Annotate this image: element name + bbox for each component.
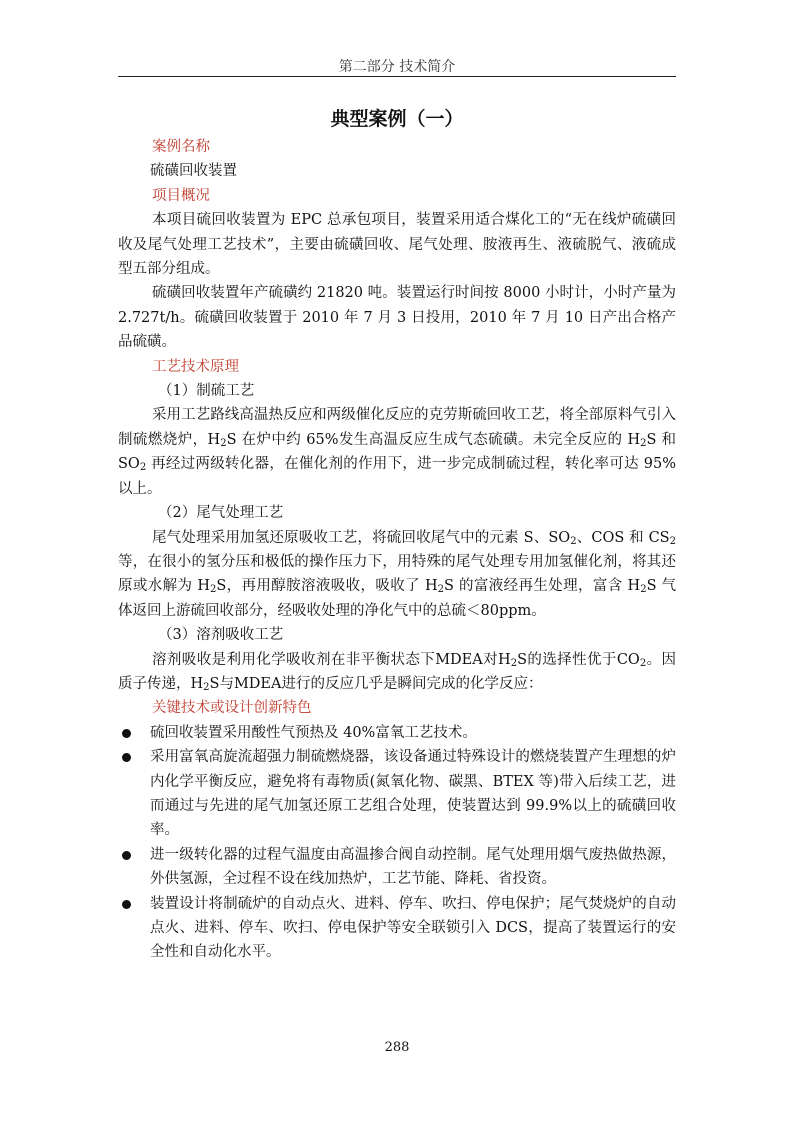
overview-paragraph-1: 本项目硫回收装置为 EPC 总承包项目，装置采用适合煤化工的“无在线炉硫磺回收及尾气处理工艺技术”，主要由硫磺回收、尾气处理、胺液再生、液硫脱气、液硫成型五部分组成。 [118,212,676,278]
page-title: 典型案例（一） [330,108,464,130]
list-item: 硫回收装置采用酸性气预热及 40%富氧工艺技术。 [118,721,676,745]
list-item: 装置设计将制硫炉的自动点火、进料、停车、吹扫、停电保护；尾气焚烧炉的自动点火、进料、停车、吹扫、停电保护等安全联锁引入 DCS，提高了装置运行的安全性和自动化水平。 [118,892,676,965]
subsection-3-title: （3）溶剂吸收工艺 [158,627,284,644]
header-rule [118,76,676,77]
bullet-icon [122,900,131,909]
list-item: 采用富氧高旋流超强力制硫燃烧器，该设备通过特殊设计的燃烧装置产生理想的炉内化学平衡反应，避免将有毒物质(氮氧化物、碳黑、BTEX 等)带入后续工艺，进而通过与先进的尾气加氢还原工艺组合处理，使装置达到 99.9%以上的硫磺回收率。 [118,745,676,843]
document-body [118,135,676,965]
list-item: 进一级转化器的过程气温度由高温掺合阀自动控制。尾气处理用烟气废热做热源，外供氢源，全过程不设在线加热炉，工艺节能、降耗、省投资。 [118,843,676,892]
running-header: 第二部分 技术简介 [338,59,456,75]
subsection-3-text: 溶剂吸收是利用化学吸收剂在非平衡状态下MDEA对$H_2S$的选择性优于$CO_2$。因质子传递，$H_2S$与MDEA进行的反应几乎是瞬间完成的化学反应： [118,651,677,693]
subsection-2-title: （2）尾气处理工艺 [158,505,284,522]
bullet-icon [122,753,131,762]
features-list [118,721,676,965]
case-name-heading: 案例名称 [152,139,210,155]
overview-heading: 项目概况 [152,187,210,204]
subsection-1-title: （1）制硫工艺 [158,383,255,400]
overview-paragraph-2: 硫磺回收装置年产硫磺约 21820 吨。装置运行时间按 8000 小时计，小时产量为 2.727t/h。硫磺回收装置于 2010 年 7 月 3 日投用，2010 年 7 月 10 日产出合格产品硫磺。 [118,285,676,351]
features-heading: 关键技术或设计创新特色 [152,700,312,717]
principle-heading: 工艺技术原理 [152,358,239,375]
bullet-icon [122,851,131,860]
bullet-icon [122,729,131,738]
page-number: 288 [384,1040,410,1055]
subsection-2-text: 尾气处理采用加氢还原吸收工艺，将硫回收尾气中的元素 S、$SO_2$、COS 和 $CS_2$ 等，在很小的氢分压和极低的操作压力下，用特殊的尾气处理专用加氢催化剂，将其还原或水解为 $H_2S$，再用醇胺溶液吸收，吸收了 $H_2S$ 的富液经再生处理，富含 $H_2S$ 气体返回上游硫回收部分，经吸收处理的净化气中的总硫＜80ppm。 [118,529,676,619]
subsection-1-text: 采用工艺路线高温热反应和两级催化反应的克劳斯硫回收工艺，将全部原料气引入制硫燃烧炉，$H_2S$ 在炉中约 65%发生高温反应生成气态硫磺。未完全反应的 $H_2S$ 和 $SO_2$ 再经过两级转化器，在催化剂的作用下，进一步完成制硫过程，转化率可达 95%以上。 [118,407,676,497]
case-name: 硫磺回收装置 [150,163,237,180]
